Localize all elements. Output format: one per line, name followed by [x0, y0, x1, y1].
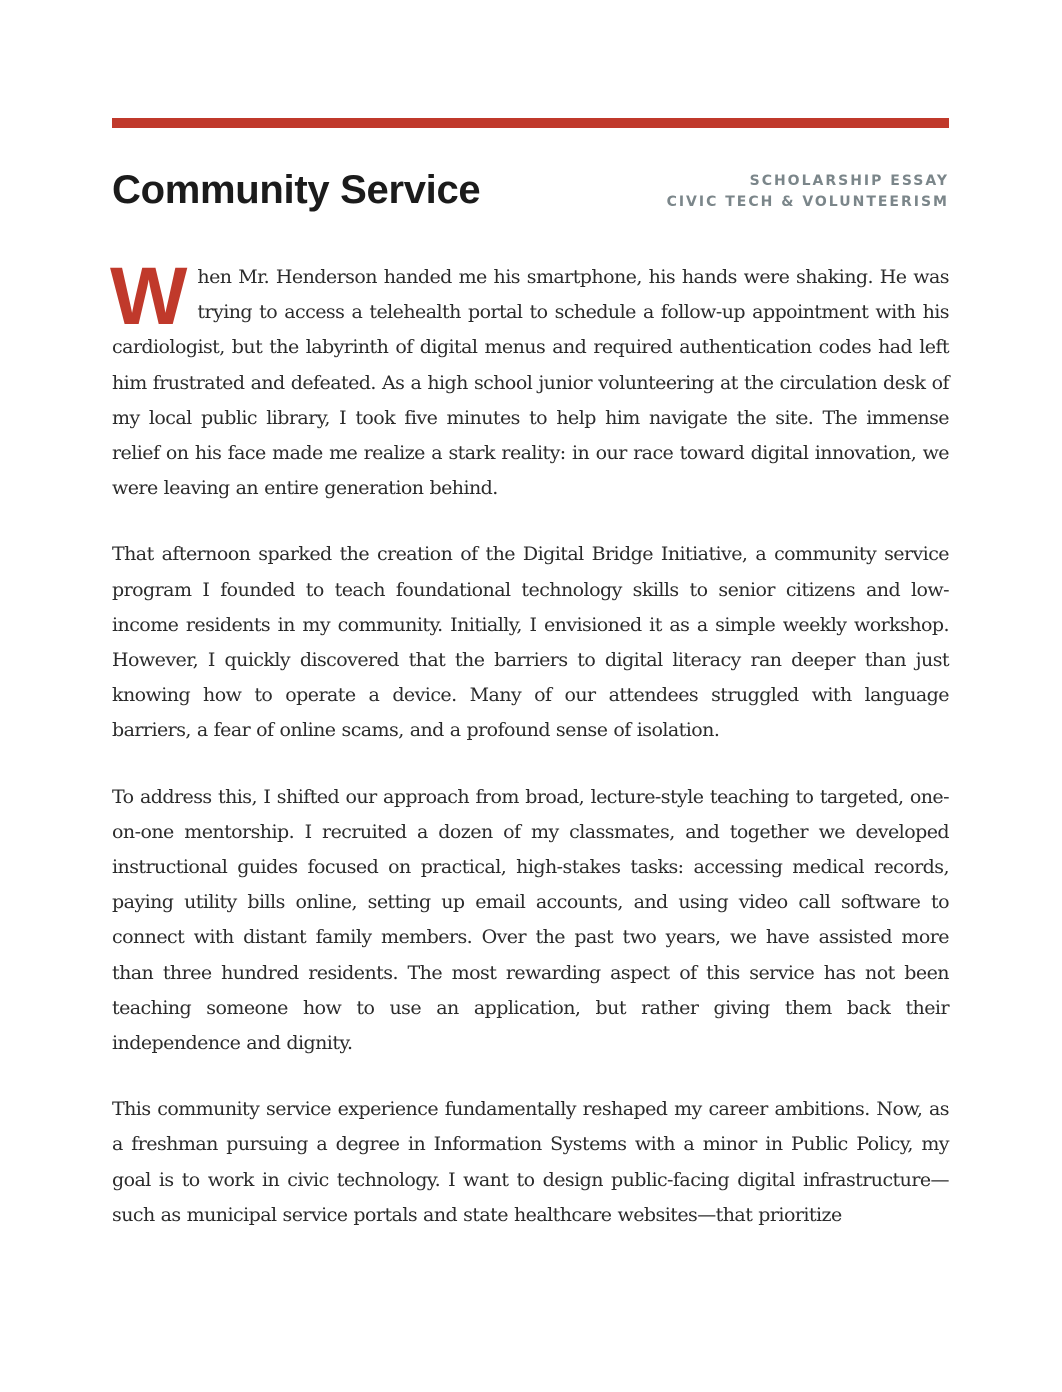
paragraph-4: This community service experience fundamentally reshaped my career ambitions. Now, as a freshman pursuing a degree in Information Systems with a minor in Public Policy, my goal is to work in civic technology. I want to design public-facing digital infrastructure—such as municipal service portals and state healthcare websites—that prioritize — [112, 1098, 949, 1226]
essay-meta — [667, 171, 949, 213]
paragraph-1 — [110, 251, 949, 506]
paragraph-2: That afternoon sparked the creation of the Digital Bridge Initiative, a community service program I founded to teach foundational technology skills to senior citizens and low-income residents in my community. Initially, I envisioned it as a simple weekly workshop. However, I quickly discovered that the barriers to digital literacy ran deeper than just knowing how to operate a device. Many of our attendees struggled with language barriers, a fear of online scams, and a profound sense of isolation. — [112, 543, 949, 742]
essay-page — [112, 118, 949, 1264]
essay-body — [110, 251, 949, 1233]
essay-header — [112, 156, 949, 226]
paragraph-3: To address this, I shifted our approach from broad, lecture-style teaching to targeted, one-on-one mentorship. I recruited a dozen of my classmates, and together we developed instructional guides focused on practical, high-stakes tasks: accessing medical records, paying utility bills online, setting up email accounts, and using video call software to connect with distant family members. Over the past two years, we have assisted more than three hundred residents. The most rewarding aspect of this service has not been teaching someone how to use an application, but rather giving them back their independence and dignity. — [112, 785, 949, 1055]
page-title: Community Service — [112, 168, 481, 212]
paragraph-1-text: hen Mr. Henderson handed me his smartphone, his hands were shaking. He was trying to access a telehealth portal to schedule a follow-up appointment with his cardiologist, but the labyrinth of digital menus and required authentication codes had left him frustrated and defeated. As a high school junior volunteering at the circulation desk of my local public library, I took five minutes to help him navigate the site. The immense relief on his face made me realize a stark reality: in our race toward digital innovation, we were leaving an entire generation behind. — [112, 266, 949, 500]
essay-topic-label: CIVIC TECH & VOLUNTEERISM — [666, 194, 949, 210]
accent-rule — [112, 118, 949, 128]
drop-cap: W — [110, 251, 188, 342]
essay-type-label: SCHOLARSHIP ESSAY — [749, 173, 949, 189]
